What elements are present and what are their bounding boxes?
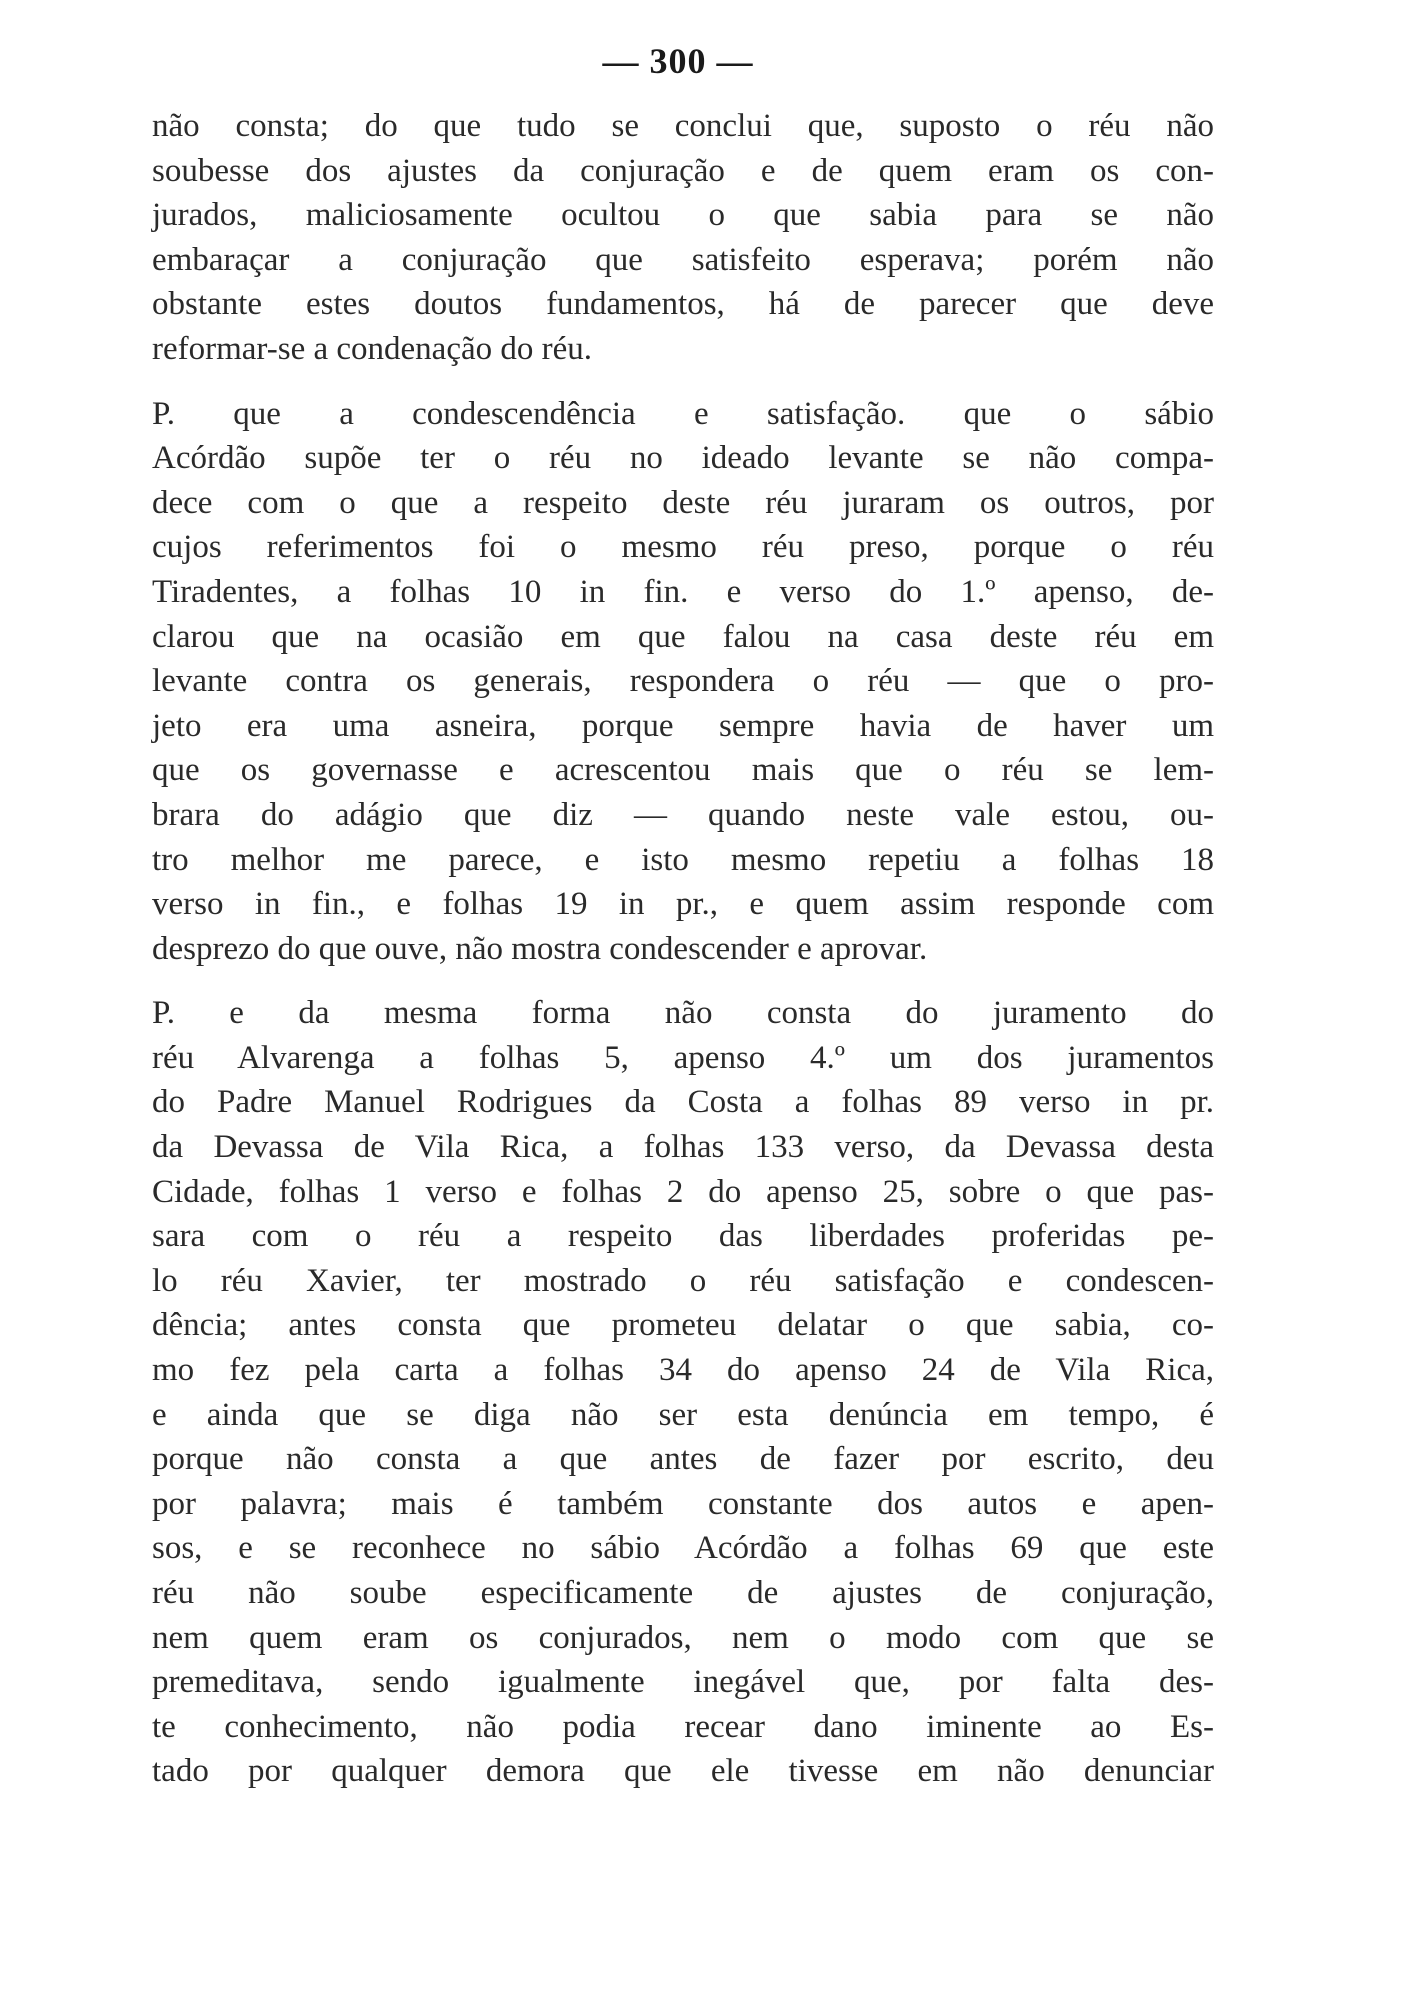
text-line: verso in fin., e folhas 19 in pr., e quem assim responde com: [152, 886, 1214, 923]
text-line: lo réu Xavier, ter mostrado o réu satisfação e condescen-: [152, 1262, 1214, 1299]
text-line: dece com o que a respeito deste réu juraram os outros, por: [152, 484, 1214, 521]
text-line: não consta; do que tudo se conclui que, suposto o réu não: [152, 108, 1214, 144]
text-line: soubesse dos ajustes da conjuração e de quem eram os con-: [152, 152, 1214, 189]
text-line: da Devassa de Vila Rica, a folhas 133 verso, da Devassa desta: [152, 1129, 1214, 1166]
text-line: réu Alvarenga a folhas 5, apenso 4.º um dos juramentos: [152, 1039, 1214, 1076]
paragraph-2: [152, 392, 1214, 972]
text-line: sos, e se reconhece no sábio Acórdão a folhas 69 que este: [152, 1530, 1214, 1567]
text-line: do Padre Manuel Rodrigues da Costa a folhas 89 verso in pr.: [152, 1084, 1214, 1121]
page-number: — 300 —: [602, 41, 754, 81]
text-line: nem quem eram os conjurados, nem o modo com que se: [152, 1619, 1214, 1656]
text-line: Acórdão supõe ter o réu no ideado levante se não compa-: [152, 440, 1214, 477]
text-line: cujos referimentos foi o mesmo réu preso, porque o réu: [152, 529, 1214, 566]
text-line: jurados, maliciosamente ocultou o que sabia para se não: [152, 197, 1214, 234]
text-line: desprezo do que ouve, não mostra condescender e aprovar.: [152, 930, 928, 967]
text-line: jeto era uma asneira, porque sempre havia de haver um: [152, 707, 1214, 744]
text-line: reformar-se a condenação do réu.: [152, 330, 593, 367]
text-line: premeditava, sendo igualmente inegável que, por falta des-: [152, 1664, 1214, 1701]
text-line: levante contra os generais, respondera o réu — que o pro-: [152, 663, 1214, 700]
text-line: obstante estes doutos fundamentos, há de parecer que deve: [152, 286, 1214, 323]
text-line: que os governasse e acrescentou mais que o réu se lem-: [152, 752, 1214, 789]
text-line: e ainda que se diga não ser esta denúncia em tempo, é: [152, 1396, 1214, 1433]
text-line: embaraçar a conjuração que satisfeito esperava; porém não: [152, 241, 1214, 278]
text-line: réu não soube especificamente de ajustes de conjuração,: [152, 1575, 1214, 1611]
text-line: clarou que na ocasião em que falou na casa deste réu em: [152, 618, 1214, 655]
text-line: dência; antes consta que prometeu delatar o que sabia, co-: [152, 1307, 1214, 1344]
text-line: P. e da mesma forma não consta do juramento do: [152, 995, 1214, 1032]
text-line: te conhecimento, não podia recear dano iminente ao Es-: [152, 1708, 1214, 1745]
text-line: P. que a condescendência e satisfação. que o sábio: [152, 395, 1214, 432]
text-line: brara do adágio que diz — quando neste vale estou, ou-: [152, 796, 1214, 833]
text-line: por palavra; mais é também constante dos autos e apen-: [152, 1485, 1214, 1522]
paragraph-1: [152, 104, 1214, 372]
text-line: sara com o réu a respeito das liberdades proferidas pe-: [152, 1218, 1214, 1255]
body-text: [152, 104, 1214, 1794]
text-line: Cidade, folhas 1 verso e folhas 2 do apenso 25, sobre o que pas-: [152, 1173, 1214, 1210]
text-line: Tiradentes, a folhas 10 in fin. e verso do 1.º apenso, de-: [152, 573, 1214, 610]
text-line: mo fez pela carta a folhas 34 do apenso 24 de Vila Rica,: [152, 1352, 1214, 1389]
text-line: tro melhor me parece, e isto mesmo repetiu a folhas 18: [152, 841, 1214, 878]
text-line: porque não consta a que antes de fazer por escrito, deu: [152, 1441, 1214, 1478]
paragraph-3: [152, 991, 1214, 1794]
text-line: tado por qualquer demora que ele tivesse em não denunciar: [152, 1753, 1214, 1790]
